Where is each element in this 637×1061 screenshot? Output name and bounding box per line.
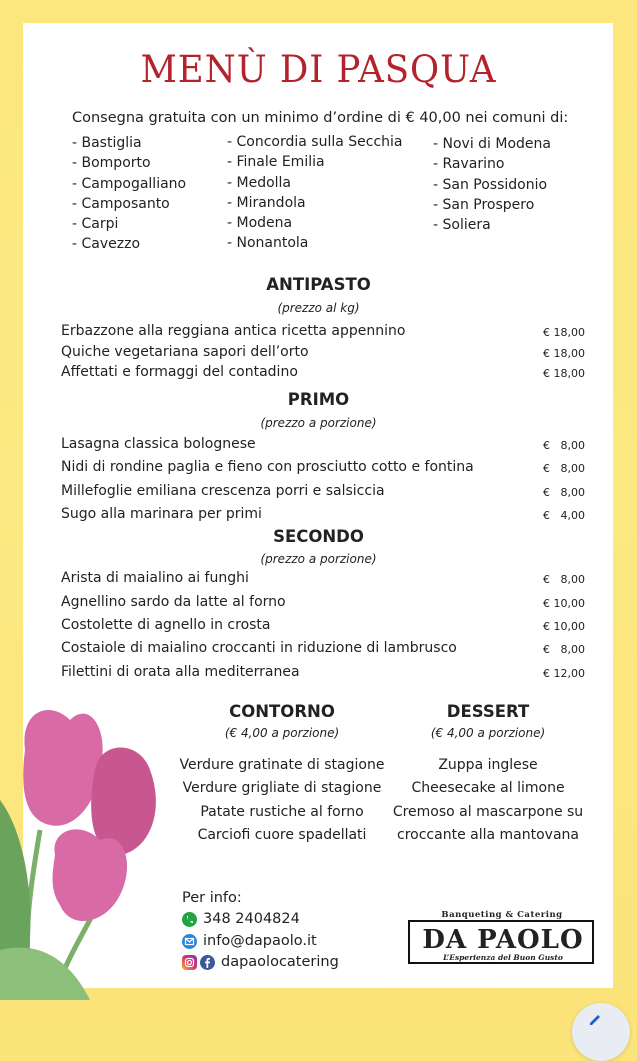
dish-price: € 8,00: [543, 439, 585, 452]
town-item: - Carpi: [72, 216, 119, 233]
dish-price: € 8,00: [543, 486, 585, 499]
dish-name: Lasagna classica bolognese: [61, 436, 256, 452]
facebook-icon: [200, 955, 215, 970]
dish-name: Costaiole di maialino croccanti in riduzione di lambrusco: [61, 640, 457, 656]
town-item: - Nonantola: [227, 235, 309, 252]
dessert-subtitle: (€ 4,00 a porzione): [430, 726, 546, 740]
delivery-intro: Consegna gratuita con un minimo d’ordine di € 40,00 nei comuni di:: [72, 110, 569, 126]
dish-price: € 10,00: [543, 597, 585, 610]
dish-name: Agnellino sardo da latte al forno: [61, 594, 286, 610]
dish-name: Filettini di orata alla mediterranea: [61, 664, 300, 680]
email-address[interactable]: info@dapaolo.it: [203, 933, 317, 949]
dish-name: Nidi di rondine paglia e fieno con prosciutto cotto e fontina: [61, 459, 474, 475]
secondo-title: SECONDO: [273, 527, 364, 546]
logo-tagline: L’Esperienza del Buon Gusto: [443, 953, 563, 962]
dish-name: Affettati e formaggi del contadino: [61, 364, 298, 380]
dish-name: Arista di maialino ai funghi: [61, 570, 249, 586]
tulip-illustration: [0, 690, 175, 1000]
towns-column-3: [433, 136, 551, 237]
dish-name: Quiche vegetariana sapori dell’orto: [61, 344, 309, 360]
town-item: - Modena: [227, 215, 293, 232]
info-title: Per info:: [182, 890, 242, 906]
dish-price: € 18,00: [543, 347, 585, 360]
primo-title: PRIMO: [287, 390, 350, 409]
dish-price: € 18,00: [543, 326, 585, 339]
email-row[interactable]: [182, 933, 317, 949]
dish-name: Sugo alla marinara per primi: [61, 506, 262, 522]
dessert-item: Cremoso al mascarpone su: [392, 804, 584, 820]
da-paolo-logo: [406, 910, 598, 968]
town-item: - Mirandola: [227, 194, 306, 211]
town-item: - Ravarino: [433, 156, 505, 173]
town-item: - Soliera: [433, 217, 491, 234]
phone-number[interactable]: 348 2404824: [203, 911, 300, 927]
social-row[interactable]: [182, 954, 339, 970]
town-item: - Bastiglia: [72, 135, 142, 151]
dish-price: € 8,00: [543, 573, 585, 586]
instagram-icon: [182, 955, 197, 970]
dessert-item: Zuppa inglese: [438, 757, 538, 773]
dish-name: Costolette di agnello in crosta: [61, 617, 271, 633]
dish-price: € 8,00: [543, 643, 585, 656]
primo-subtitle: (prezzo a porzione): [260, 416, 377, 430]
logo-top-text: Banqueting & Catering: [441, 910, 563, 920]
contorno-item: Patate rustiche al forno: [200, 804, 364, 820]
menu-title: MENÙ DI PASQUA: [140, 48, 497, 91]
contorno-subtitle: (€ 4,00 a porzione): [224, 726, 340, 740]
dessert-item: Cheesecake al limone: [411, 780, 565, 796]
towns-column-1: [72, 135, 186, 257]
towns-column-2: [227, 134, 403, 256]
dish-name: Millefoglie emiliana crescenza porri e salsiccia: [61, 483, 385, 499]
logo-frame: [408, 920, 594, 964]
town-item: - Campogalliano: [72, 175, 187, 192]
town-item: - San Prospero: [433, 196, 535, 213]
contorno-item: Carciofi cuore spadellati: [197, 827, 367, 843]
contorno-item: Verdure gratinate di stagione: [179, 757, 385, 773]
town-item: - Medolla: [227, 174, 292, 191]
contorno-item: Verdure grigliate di stagione: [182, 780, 382, 796]
dessert-item: croccante alla mantovana: [397, 827, 579, 843]
edit-button[interactable]: [572, 1003, 630, 1061]
logo-name: DA PAOLO: [422, 925, 584, 955]
email-icon: [182, 934, 197, 949]
dish-price: € 8,00: [543, 462, 585, 475]
secondo-subtitle: (prezzo a porzione): [260, 552, 377, 566]
dish-price: € 18,00: [543, 367, 585, 380]
dessert-title: DESSERT: [446, 702, 530, 721]
town-item: - Finale Emilia: [227, 154, 325, 171]
contorno-title: CONTORNO: [229, 702, 335, 721]
dish-price: € 10,00: [543, 620, 585, 633]
town-item: - Novi di Modena: [433, 136, 551, 152]
town-item: - Concordia sulla Secchia: [227, 134, 403, 150]
antipasto-subtitle: (prezzo al kg): [277, 301, 360, 315]
town-item: - Cavezzo: [72, 236, 141, 253]
dish-price: € 4,00: [543, 509, 585, 522]
dish-name: Erbazzone alla reggiana antica ricetta appennino: [61, 323, 406, 339]
town-item: - Camposanto: [72, 195, 170, 212]
dish-price: € 12,00: [543, 667, 585, 680]
phone-row[interactable]: [182, 911, 300, 927]
edit-icon: [586, 1009, 606, 1029]
town-item: - Bomporto: [72, 155, 151, 172]
town-item: - San Possidonio: [433, 176, 548, 193]
social-handle[interactable]: dapaolocatering: [221, 954, 339, 970]
whatsapp-icon: [182, 912, 197, 927]
antipasto-title: ANTIPASTO: [266, 275, 371, 294]
